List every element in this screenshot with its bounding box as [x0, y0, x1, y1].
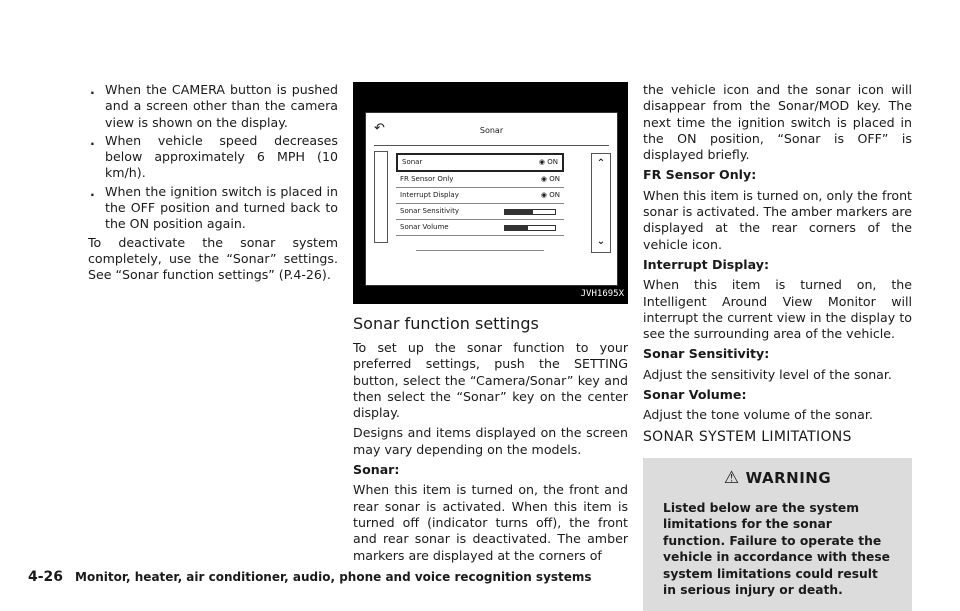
paragraph: When this item is turned on, only the front sonar is activated. The amber markers are displayed at the rear corners of the vehicle icon. — [643, 187, 912, 252]
display-screen — [365, 112, 618, 286]
menu-item-label: Sonar Volume — [400, 223, 449, 231]
paragraph: the vehicle icon and the sonar icon will disappear from the Sonar/MOD key. The next time the ignition switch is placed in the ON position, “Sonar is OFF” is displayed briefly. — [643, 82, 912, 163]
item-label: Sonar: — [353, 462, 400, 478]
column-3 — [643, 82, 912, 611]
item-label: Sonar Volume: — [643, 387, 747, 403]
sonar-menu — [396, 153, 564, 251]
empty-row — [416, 236, 544, 251]
screen-title: Sonar — [479, 126, 504, 135]
paragraph: To set up the sonar function to your preferred settings, push the SETTING button, select the “Camera/Sonar” key and then select the “Sonar” key on the center display. — [353, 340, 628, 421]
volume-slider — [504, 225, 556, 231]
divider — [374, 145, 609, 146]
slider-fill — [505, 210, 533, 214]
section-heading: Sonar function settings — [353, 314, 539, 333]
toggle-indicator: ◉ ON — [538, 158, 558, 166]
bullet-text: When the CAMERA button is pushed and a screen other than the camera view is shown on the display. — [105, 82, 338, 130]
scroll-down-icon: ⌄ — [596, 235, 606, 247]
paragraph: Adjust the sensitivity level of the sonar. — [643, 366, 892, 382]
item-label: Interrupt Display: — [643, 256, 769, 272]
paragraph: When this item is turned on, the front and rear sonar is activated. When this item is turned off (indicator turns off), the front and rear sonar is deactivated. The amber markers are displayed at the corners of — [353, 482, 628, 563]
slider-fill — [505, 226, 528, 230]
deactivate-paragraph: To deactivate the sonar system completely, use the “Sonar” settings. See “Sonar function settings” (P.4-26). — [88, 234, 338, 283]
list-item: . When the CAMERA button is pushed and a screen other than the camera view is shown on the display. — [90, 82, 338, 130]
list-item: . When the ignition switch is placed in the OFF position and turned back to the ON position again. — [90, 183, 338, 232]
menu-item-sensitivity — [396, 204, 564, 220]
toggle-indicator: ◉ ON — [540, 175, 560, 183]
menu-item-label: Sonar — [402, 158, 423, 166]
page-footer — [28, 569, 592, 585]
scroll-panel — [591, 153, 611, 253]
menu-item-label: Sonar Sensitivity — [400, 207, 459, 215]
warning-text: Listed below are the system limitations for the sonar function. Failure to operate the vehicle in accordance with these system limitations could result in serious injury or death. — [663, 500, 890, 598]
limitations-heading: SONAR SYSTEM LIMITATIONS — [643, 428, 852, 445]
back-arrow-icon: ↶ — [374, 121, 385, 136]
bullet-text: When vehicle speed decreases below approximately 6 MPH (10 km/h). — [105, 132, 338, 181]
item-label: Sonar Sensitivity: — [643, 346, 770, 362]
list-item: . When vehicle speed decreases below approximately 6 MPH (10 km/h). — [90, 132, 338, 181]
chapter-title: Monitor, heater, air conditioner, audio, phone and voice recognition systems — [75, 570, 592, 584]
menu-item-interrupt — [396, 188, 564, 204]
menu-item-label: Interrupt Display — [400, 191, 459, 199]
paragraph: When this item is turned on, the Intelligent Around View Monitor will interrupt the current view in the display to see the surrounding area of the vehicle. — [643, 277, 912, 342]
condition-list — [88, 82, 338, 233]
paragraph: Designs and items displayed on the screen may vary depending on the models. — [353, 425, 628, 457]
toggle-indicator: ◉ ON — [540, 191, 560, 199]
menu-item-label: FR Sensor Only — [400, 175, 454, 183]
menu-item-fr-sensor — [396, 172, 564, 188]
paragraph: Adjust the tone volume of the sonar. — [643, 407, 873, 423]
sensitivity-slider — [504, 209, 556, 215]
item-label: FR Sensor Only: — [643, 167, 757, 183]
warning-icon: ⚠ — [723, 467, 740, 488]
page-number: 4-26 — [28, 569, 64, 585]
menu-item-volume — [396, 220, 564, 236]
left-panel — [374, 151, 388, 243]
scroll-up-icon: ⌃ — [596, 158, 606, 169]
warning-box — [643, 458, 912, 611]
menu-item-sonar — [396, 153, 564, 172]
column-1 — [88, 82, 338, 288]
sonar-settings-figure — [353, 82, 628, 304]
column-2 — [353, 82, 628, 568]
warning-label: WARNING — [745, 468, 832, 487]
warning-title — [653, 467, 902, 488]
bullet-text: When the ignition switch is placed in the OFF position and turned back to the ON position again. — [105, 183, 338, 232]
figure-id: JVH1695X — [580, 288, 624, 299]
